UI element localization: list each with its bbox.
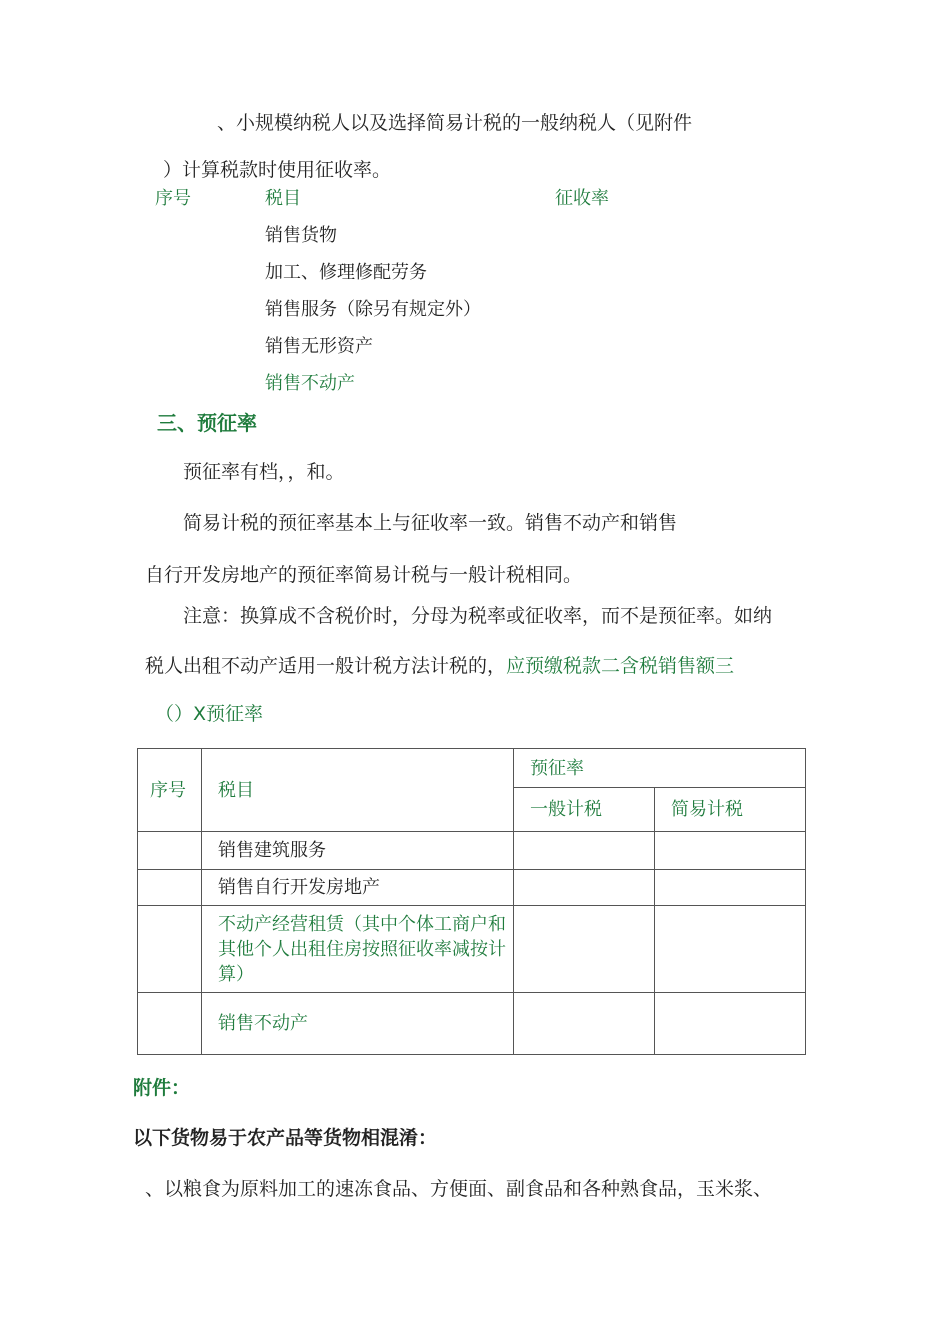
table-cell-simple — [655, 906, 806, 993]
table-cell-item: 不动产经营租赁（其中个体工商户和其他个人出租住房按照征收率减按计算） — [202, 906, 514, 993]
table-row — [138, 832, 806, 870]
note-line-2 — [145, 654, 734, 678]
levy-item: 销售无形资产 — [265, 336, 373, 357]
table-cell-seq — [138, 832, 202, 870]
note-line-1: 注意：换算成不含税价时，分母为税率或征收率，而不是预征率。如纳 — [183, 605, 773, 627]
table-cell-seq — [138, 993, 202, 1055]
table-row — [138, 993, 806, 1055]
note-line-3: （）X预征率 — [155, 703, 264, 725]
table-cell-item: 销售建筑服务 — [202, 832, 514, 870]
note-formula: 应预缴税款二含税销售额三 — [506, 655, 735, 677]
simple-tax-paragraph-line-1: 简易计税的预征率基本上与征收率一致。销售不动产和销售 — [183, 512, 678, 534]
table-header-general: 一般计税 — [514, 788, 655, 832]
table-cell-general — [514, 832, 655, 870]
levy-col-rate: 征收率 — [555, 188, 609, 209]
levy-item: 加工、修理修配劳务 — [265, 262, 427, 283]
appendix-subtitle: 以下货物易于农产品等货物相混淆： — [133, 1127, 438, 1149]
levy-col-seq: 序号 — [155, 188, 191, 209]
table-header-rate: 预征率 — [514, 749, 806, 788]
appendix-title: 附件： — [133, 1077, 191, 1099]
table-header-simple: 简易计税 — [655, 788, 806, 832]
prepay-rate-paragraph: 预征率有档，，和。 — [183, 461, 345, 483]
table-header-seq: 序号 — [138, 749, 202, 832]
table-cell-general — [514, 993, 655, 1055]
table-header-item: 税目 — [202, 749, 514, 832]
table-row — [138, 906, 806, 993]
prepay-rate-table — [137, 748, 806, 1055]
table-cell-simple — [655, 832, 806, 870]
table-cell-general — [514, 870, 655, 906]
table-cell-seq — [138, 906, 202, 993]
table-cell-general — [514, 906, 655, 993]
levy-col-item: 税目 — [265, 188, 301, 209]
simple-tax-paragraph-line-2: 自行开发房地产的预征率简易计税与一般计税相同。 — [145, 564, 583, 586]
note-line-2-text: 税人出租不动产适用一般计税方法计税的， — [145, 655, 507, 677]
section-heading: 三、预征率 — [157, 411, 257, 435]
intro-line-2: ）计算税款时使用征收率。 — [163, 159, 392, 181]
levy-item: 销售不动产 — [265, 373, 355, 394]
table-cell-seq — [138, 870, 202, 906]
intro-line-1: 、小规模纳税人以及选择简易计税的一般纳税人（见附件 — [217, 112, 693, 134]
table-row — [138, 870, 806, 906]
levy-item: 销售服务（除另有规定外） — [265, 299, 481, 320]
appendix-item-1: 、以粮食为原料加工的速冻食品、方便面、副食品和各种熟食品，玉米浆、 — [145, 1178, 773, 1200]
table-cell-item: 销售不动产 — [202, 993, 514, 1055]
table-cell-simple — [655, 870, 806, 906]
levy-item: 销售货物 — [265, 225, 337, 246]
table-cell-simple — [655, 993, 806, 1055]
table-cell-item: 销售自行开发房地产 — [202, 870, 514, 906]
